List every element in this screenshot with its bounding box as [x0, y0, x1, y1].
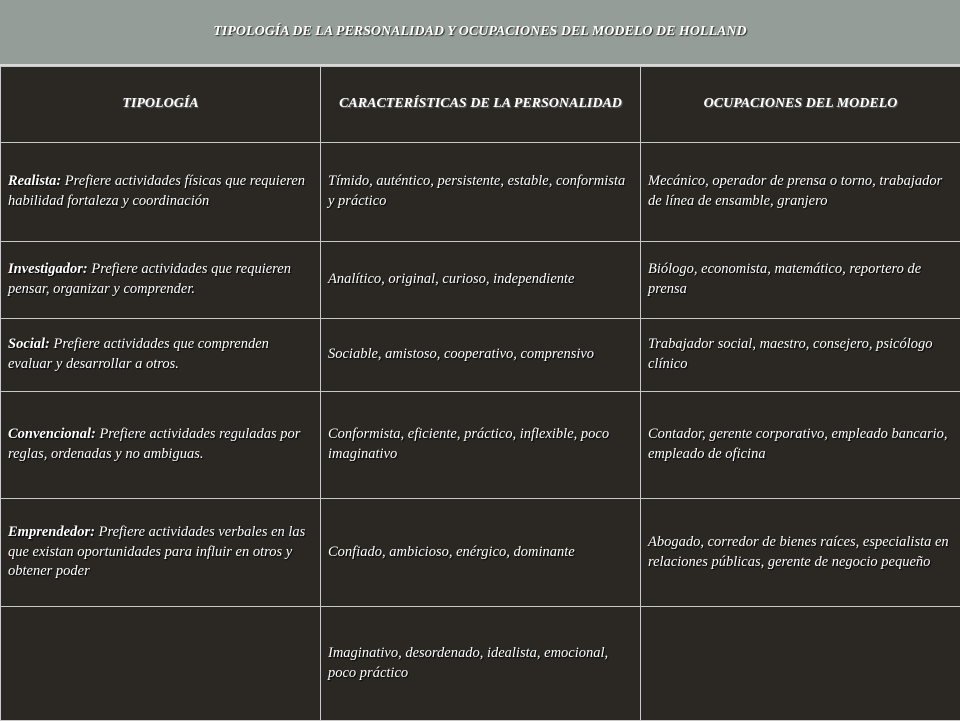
- jobs-cell: Contador, gerente corporativo, empleado bancario, empleado de oficina: [641, 392, 960, 499]
- table-row: [1, 143, 960, 242]
- table-row: [1, 499, 960, 607]
- traits-cell: Analítico, original, curioso, independiente: [321, 242, 641, 319]
- type-name: Realista:: [8, 173, 61, 189]
- jobs-cell: Mecánico, operador de prensa o torno, trabajador de línea de ensamble, granjero: [641, 143, 960, 242]
- type-desc: Prefiere actividades reguladas por reglas, ordenadas y no ambiguas.: [8, 426, 300, 462]
- holland-table: [0, 66, 960, 721]
- traits-cell: Imaginativo, desordenado, idealista, emocional, poco práctico: [321, 607, 641, 721]
- type-cell: [1, 242, 321, 319]
- traits-cell: Tímido, auténtico, persistente, estable, conformista y práctico: [321, 143, 641, 242]
- traits-cell: Sociable, amistoso, cooperativo, comprensivo: [321, 319, 641, 392]
- table-row: [1, 607, 960, 721]
- slide-title: TIPOLOGÍA DE LA PERSONALIDAD Y OCUPACIONES DEL MODELO DE HOLLAND: [0, 0, 960, 66]
- type-desc: Prefiere actividades que requieren pensar, organizar y comprender.: [8, 261, 291, 297]
- type-desc: Prefiere actividades que comprenden evaluar y desarrollar a otros.: [8, 336, 269, 372]
- type-name: Social:: [8, 336, 50, 352]
- type-desc: Prefiere actividades verbales en las que existan oportunidades para influir en otros y obtener poder: [8, 524, 305, 579]
- type-cell: [1, 499, 321, 607]
- jobs-cell: Biólogo, economista, matemático, reportero de prensa: [641, 242, 960, 319]
- header-ocupaciones: OCUPACIONES DEL MODELO: [641, 67, 960, 143]
- traits-cell: Confiado, ambicioso, enérgico, dominante: [321, 499, 641, 607]
- table-row: [1, 242, 960, 319]
- type-cell: [1, 319, 321, 392]
- type-name: Emprendedor:: [8, 524, 95, 540]
- type-cell: [1, 143, 321, 242]
- type-name: Investigador:: [8, 261, 88, 277]
- header-row: [1, 67, 960, 143]
- table-row: [1, 392, 960, 499]
- type-name: Convencional:: [8, 426, 96, 442]
- table-row: [1, 319, 960, 392]
- traits-cell: Conformista, eficiente, práctico, inflexible, poco imaginativo: [321, 392, 641, 499]
- type-cell: [1, 392, 321, 499]
- jobs-cell: [641, 607, 960, 721]
- type-desc: Prefiere actividades físicas que requieren habilidad fortaleza y coordinación: [8, 173, 305, 209]
- type-cell: [1, 607, 321, 721]
- header-tipologia: TIPOLOGÍA: [1, 67, 321, 143]
- header-caracteristicas: CARACTERÍSTICAS DE LA PERSONALIDAD: [321, 67, 641, 143]
- jobs-cell: Abogado, corredor de bienes raíces, especialista en relaciones públicas, gerente de negocio pequeño: [641, 499, 960, 607]
- jobs-cell: Trabajador social, maestro, consejero, psicólogo clínico: [641, 319, 960, 392]
